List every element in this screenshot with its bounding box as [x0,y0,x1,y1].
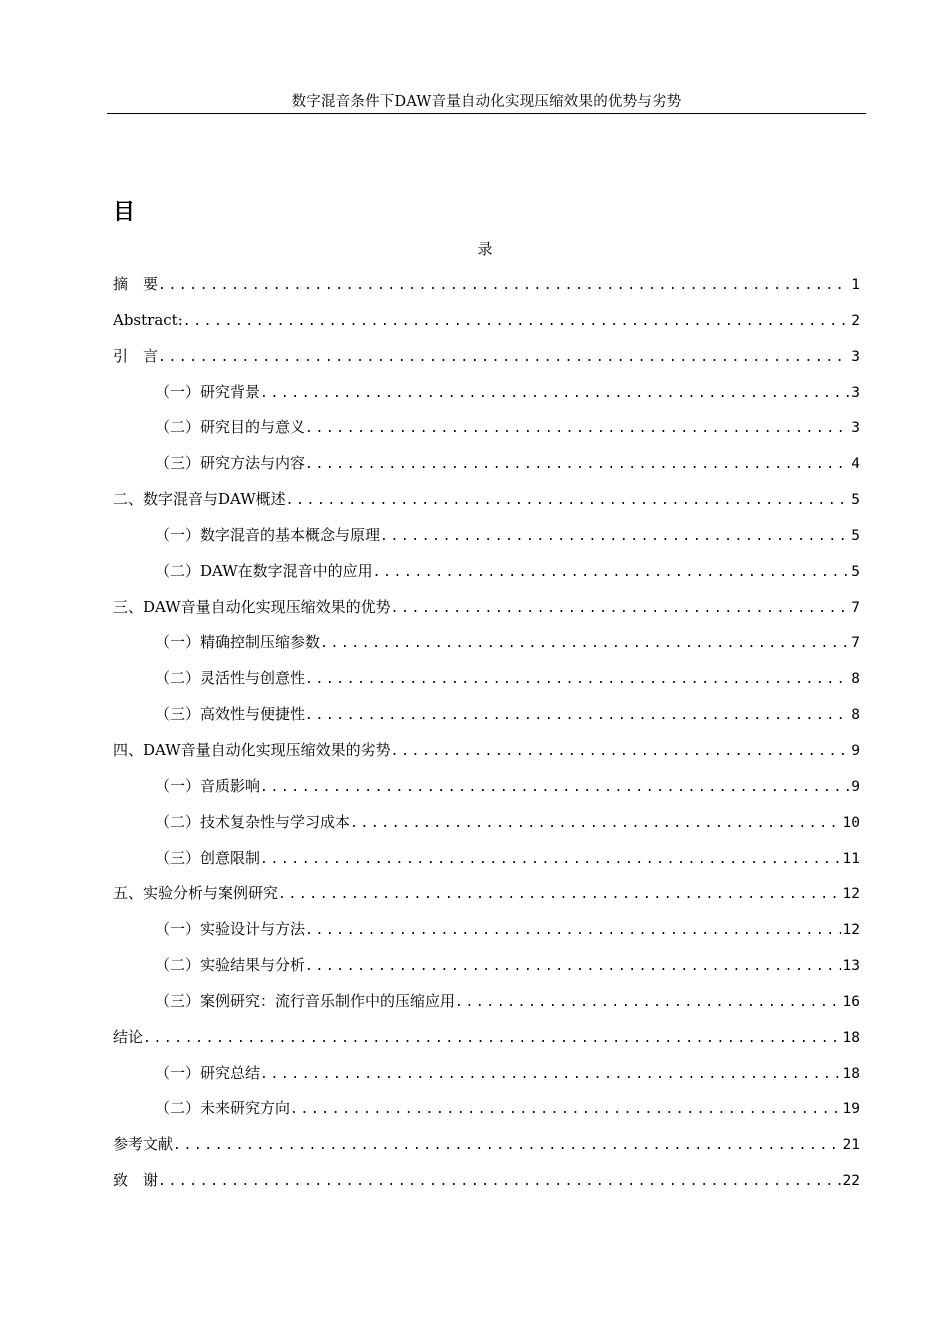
toc-entry-title: （二）实验结果与分析 [155,956,306,975]
toc-entry-title: （一）音质影响 [155,776,261,795]
toc-entry[interactable] [113,381,860,417]
toc-entry-title: （二）技术复杂性与学习成本 [155,812,351,831]
toc-entry-title: 三、DAW音量自动化实现压缩效果的优势 [113,597,391,616]
running-header [107,92,866,114]
toc-dot-leader [290,1099,841,1121]
toc-dot-leader [260,383,849,405]
toc-dot-leader [305,956,841,978]
toc-entry-page-number: 9 [851,778,860,795]
toc-dot-leader [391,741,850,763]
toc-entry-page-number: 5 [851,492,860,509]
toc-entry-title: 引 言 [113,346,159,365]
toc-entry-title: 参考文献 [113,1135,174,1154]
toc-entry-title: （二）灵活性与创意性 [155,669,306,688]
toc-heading-char-1: 目 [113,199,136,225]
toc-entry-page-number: 11 [842,850,860,867]
toc-entry[interactable] [113,1133,860,1169]
document-title: 数字混音条件下DAW音量自动化实现压缩效果的优势与劣势 [291,94,682,110]
toc-entry-page-number: 21 [842,1137,860,1154]
toc-entry[interactable] [113,1169,860,1205]
toc-entry-page-number: 1 [851,277,860,293]
toc-entry-page-number: 2 [851,312,860,329]
toc-entry-title: （二）未来研究方向 [155,1099,291,1118]
toc-entry-page-number: 5 [851,563,860,580]
toc-entry-page-number: 8 [851,671,860,688]
toc-entry-title: （三）创意限制 [155,848,261,867]
toc-entry-title: （一）研究背景 [155,382,261,401]
toc-entry-title: （一）实验设计与方法 [155,920,306,939]
toc-dot-leader [305,418,849,440]
toc-entry[interactable] [113,1026,860,1062]
toc-entry[interactable] [113,273,860,309]
toc-entry-title: Abstract: [113,310,183,329]
toc-entry[interactable] [113,488,860,524]
toc-entry[interactable] [113,703,860,739]
toc-entry[interactable] [113,596,860,632]
toc-entry[interactable] [113,524,860,560]
toc-entry[interactable] [113,1097,860,1133]
table-of-contents [113,273,860,1205]
toc-entry-page-number: 8 [851,707,860,724]
toc-heading-char-2: 录 [477,240,493,258]
toc-dot-leader [305,920,841,942]
toc-entry[interactable] [113,882,860,918]
toc-dot-leader [373,562,850,584]
toc-entry-page-number: 10 [842,814,860,831]
toc-entry-page-number: 13 [842,958,860,975]
toc-dot-leader [183,311,850,333]
toc-entry-page-number: 12 [842,922,860,939]
toc-entry-title: 结论 [113,1027,144,1046]
toc-entry-page-number: 16 [842,993,860,1010]
toc-entry[interactable] [113,560,860,596]
toc-dot-leader [158,1171,841,1193]
toc-entry-title: （一）数字混音的基本概念与原理 [155,525,381,544]
toc-dot-leader [143,1028,841,1050]
toc-dot-leader [391,598,850,620]
toc-dot-leader [286,490,850,512]
toc-entry-title: （三）案例研究：流行音乐制作中的压缩应用 [155,991,456,1010]
toc-entry[interactable] [113,847,860,883]
toc-entry-title: （二）DAW在数字混音中的应用 [155,561,373,580]
toc-dot-leader [158,275,849,297]
toc-entry-title: 二、数字混音与DAW概述 [113,490,286,509]
toc-entry-title: （三）高效性与便捷性 [155,705,306,724]
toc-dot-leader [305,454,849,476]
toc-entry-title: （二）研究目的与意义 [155,418,306,437]
toc-dot-leader [380,526,849,548]
toc-entry-page-number: 3 [851,348,860,365]
toc-entry[interactable] [113,416,860,452]
toc-entry[interactable] [113,309,860,345]
toc-entry-title: （一）精确控制压缩参数 [155,633,321,652]
toc-entry[interactable] [113,667,860,703]
toc-dot-leader [305,669,849,691]
toc-entry[interactable] [113,954,860,990]
toc-entry-page-number: 12 [842,886,860,903]
toc-entry[interactable] [113,1062,860,1098]
toc-dot-leader [320,633,849,655]
toc-dot-leader [260,849,841,871]
toc-entry-title: 致 谢 [113,1171,159,1190]
toc-entry[interactable] [113,990,860,1026]
toc-entry[interactable] [113,775,860,811]
toc-dot-leader [350,813,841,835]
toc-entry[interactable] [113,811,860,847]
toc-entry-page-number: 3 [851,384,860,401]
toc-entry-title: 五、实验分析与案例研究 [113,884,279,903]
toc-entry-title: 四、DAW音量自动化实现压缩效果的劣势 [113,740,391,759]
toc-entry[interactable] [113,918,860,954]
toc-entry-title: （三）研究方法与内容 [155,454,306,473]
toc-entry-page-number: 18 [842,1029,860,1046]
toc-entry-page-number: 4 [851,456,860,473]
toc-entry[interactable] [113,739,860,775]
toc-entry-page-number: 5 [851,527,860,544]
toc-entry-title: （一）研究总结 [155,1063,261,1082]
toc-dot-leader [305,705,849,727]
toc-entry-page-number: 3 [851,420,860,437]
toc-dot-leader [173,1135,841,1157]
toc-entry[interactable] [113,345,860,381]
toc-entry-page-number: 18 [842,1065,860,1082]
toc-entry-page-number: 22 [842,1173,860,1190]
toc-entry[interactable] [113,631,860,667]
toc-dot-leader [260,777,849,799]
toc-entry-title: 摘 要 [113,275,159,293]
toc-dot-leader [278,884,841,906]
toc-entry-page-number: 9 [851,742,860,759]
toc-entry-page-number: 7 [851,635,860,652]
toc-entry-page-number: 19 [842,1101,860,1118]
toc-entry-page-number: 7 [851,599,860,616]
toc-dot-leader [455,992,841,1014]
toc-entry[interactable] [113,452,860,488]
toc-dot-leader [158,347,849,369]
toc-dot-leader [260,1064,841,1086]
